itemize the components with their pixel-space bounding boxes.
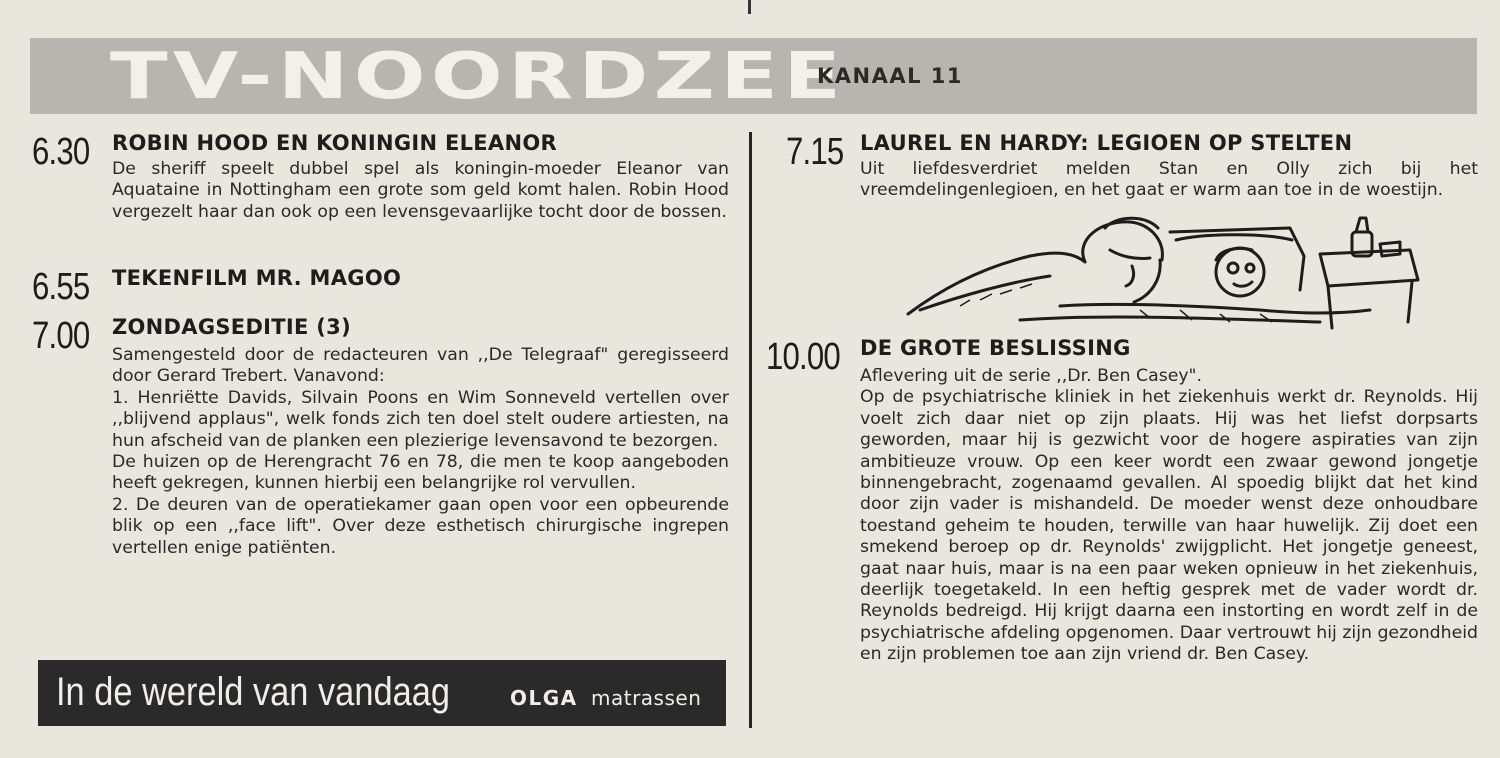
channel-number: KANAAL 11 [817, 64, 964, 88]
ad-product: matrassen [591, 686, 702, 710]
advertisement-banner [38, 660, 726, 726]
channel-banner [30, 38, 1477, 114]
description-paragraph: Aflevering uit de serie ,,Dr. Ben Casey". [860, 366, 1202, 386]
description-paragraph: Uit liefdesverdriet melden Stan en Olly zich bij het vreemdelingenlegioen, en het gaat er warm aan toe in de woestijn. [860, 159, 1478, 201]
ad-slogan: In de wereld van vandaag [56, 670, 450, 714]
program-entry [32, 315, 732, 615]
description-paragraph: 1. Henriëtte Davids, Silvain Poons en Wim Sonneveld vertellen over ,,blijvend applaus", welk fonds zich ten doel stelt oudere artiesten, na hun afscheid van de planken een plezierige levensavond te bezorgen. [112, 387, 729, 451]
description-paragraph: Samengesteld door de redacteuren van ,,De Telegraaf" geregisseerd door Gerard Trebert. Vanavond: [112, 345, 729, 387]
program-title: DE GROTE BESLISSING [860, 336, 1131, 360]
program-title: ZONDAGSEDITIE (3) [112, 315, 351, 339]
program-entry [766, 336, 1486, 736]
column-divider [749, 132, 752, 728]
program-time: 6.55 [32, 266, 90, 308]
description-paragraph: De sheriff speelt dubbel spel als koningin-moeder Eleanor van Aquataine in Nottingham een grote som geld komt halen. Robin Hood vergezelt haar dan ook op een levensgevaarlijke tocht door de bossen. [112, 159, 729, 222]
program-time: 7.00 [32, 315, 90, 357]
previous-section-remnant [0, 0, 1500, 14]
program-description [860, 159, 1478, 202]
description-paragraph: De huizen op de Herengracht 76 en 78, die men te koop aangeboden heeft gekregen, kunnen hierbij een belangrijke rol vervullen. [112, 452, 729, 494]
column-divider-remnant [748, 0, 751, 14]
description-paragraph: 2. De deuren van de operatiekamer gaan open voor een opbeurende blik op een ,,face lift". Over deze esthetisch chirurgische ingrepen vertellen enige patiënten. [112, 494, 729, 558]
program-entry [786, 131, 1486, 211]
sleeping-couple-drawing-icon [900, 210, 1425, 335]
program-description [112, 159, 729, 223]
program-title: LAUREL EN HARDY: LEGIOEN OP STELTEN [860, 131, 1353, 155]
program-entry [32, 266, 732, 306]
program-time: 10.00 [766, 336, 840, 378]
program-title: TEKENFILM MR. MAGOO [112, 266, 402, 290]
program-time: 7.15 [786, 131, 844, 173]
channel-title: TV-NOORDZEE [110, 40, 847, 114]
description-paragraph: Op de psychiatrische kliniek in het ziekenhuis werkt dr. Reynolds. Hij voelt zich daar niet op zijn plaats. Hij was het liefst dorpsarts geworden, maar hij is gezwicht voor de hogere aspiraties van zijn ambitieuze vrouw. Op een keer wordt een zwaar gewond jongetje binnengebracht, zogenaamd gevallen. Al spoedig blijkt dat het kind door zijn vader is mishandeld. De moeder wenst deze onhoudbare toestand geheim te houden, terwille van haar huwelijk. Zij doet een smekend beroep op dr. Reynolds' zwijgplicht. Het jongetje geneest, gaat naar huis, maar is na een paar weken opnieuw in het ziekenhuis, deerlijk toegetakeld. In een heftig gesprek met de vader wordt dr. Reynolds bedreigd. Hij krijgt daarna een instorting en wordt zelf in de psychiatrische afdeling opgenomen. Daar vertrouwt hij zijn gezondheid en zijn problemen toe aan zijn vriend dr. Ben Casey. [860, 387, 1478, 665]
program-title: ROBIN HOOD EN KONINGIN ELEANOR [112, 131, 557, 155]
program-time: 6.30 [32, 131, 90, 173]
program-entry [32, 131, 732, 256]
program-description [860, 366, 1478, 666]
program-description [112, 345, 729, 559]
ad-brand: OLGA [510, 686, 578, 710]
